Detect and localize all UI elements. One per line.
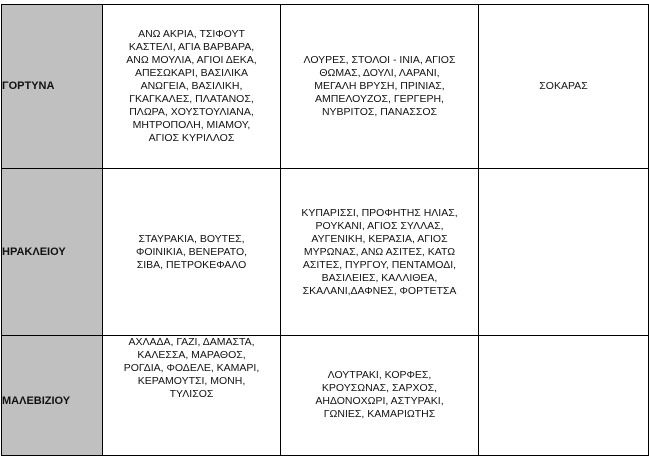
municipality-name: ΗΡΑΚΛΕΙΟΥ [2, 169, 103, 336]
village-line: ΛΟΥΡΕΣ, ΣΤΟΛΟΙ - ΙΝΙΑ, ΑΓΙΟΣ [303, 54, 456, 66]
villages-table [1, 4, 649, 456]
villages-cell [479, 5, 649, 169]
village-line: ΑΧΛΑΔΑ, ΓΑΖΙ, ΔΑΜΑΣΤΑ, [128, 336, 255, 348]
village-line: ΚΥΠΑΡΙΣΣΙ, ΠΡΟΦΗΤΗΣ ΗΛΙΑΣ, [301, 206, 458, 219]
villages-cell [479, 169, 649, 336]
villages-cell [281, 169, 479, 336]
village-line: ΑΜΠΕΛΟΥΖΟΣ, ΓΕΡΓΕΡΗ, [315, 93, 444, 105]
villages-cell [103, 336, 281, 456]
village-line: ΘΩΜΑΣ, ΔΟΥΛΙ, ΛΑΡΑΝΙ, [319, 67, 440, 79]
village-line: ΝΥΒΡΙΤΟΣ, ΠΑΝΑΣΣΟΣ [321, 106, 438, 118]
table-row [2, 336, 649, 456]
villages-cell [103, 169, 281, 336]
village-line: ΡΟΓΔΙΑ, ΦΟΔΕΛΕ, ΚΑΜΑΡΙ, [123, 362, 260, 374]
table-row [2, 169, 649, 336]
village-line: ΚΑΛΕΣΣΑ, ΜΑΡΑΘΟΣ, [137, 349, 246, 361]
village-line: ΡΟΥΚΑΝΙ, ΑΓΙΟΣ ΣΥΛΛΑΣ, [315, 219, 444, 232]
villages-cell [479, 336, 649, 456]
village-line: ΑΠΕΣΩΚΑΡΙ, ΒΑΣΙΛΙΚΑ [134, 67, 249, 79]
village-line: ΜΕΓΑΛΗ ΒΡΥΣΗ, ΠΡΙΝΙΑΣ, [314, 80, 445, 92]
village-line: ΠΛΩΡΑ, ΧΟΥΣΤΟΥΛΙΑΝΑ, [129, 106, 254, 118]
village-line: ΓΩΝΙΕΣ, ΚΑΜΑΡΙΩΤΗΣ [323, 408, 436, 420]
village-line: ΑΓΙΟΣ ΚΥΡΙΛΛΟΣ [148, 132, 235, 144]
village-line: ΚΑΣΤΕΛΙ, ΑΓΙΑ ΒΑΡΒΑΡΑ, [128, 41, 255, 53]
village-line: ΚΡΟΥΣΩΝΑΣ, ΣΑΡΧΟΣ, [321, 382, 438, 394]
village-line: ΣΙΒΑ, ΠΕΤΡΟΚΕΦΑΛΟ [136, 258, 247, 271]
village-line: ΑΝΩ ΜΟΥΛΙΑ, ΑΓΙΟΙ ΔΕΚΑ, [126, 54, 257, 66]
villages-cell [281, 336, 479, 456]
village-line: ΣΚΑΛΑΝΙ,ΔΑΦΝΕΣ, ΦΟΡΤΕΤΣΑ [302, 284, 457, 297]
villages-cell [103, 5, 281, 169]
village-line: ΣΤΑΥΡΑΚΙΑ, ΒΟΥΤΕΣ, [138, 232, 245, 245]
village-line: ΑΝΩ ΑΚΡΙΑ, ΤΣΙΦΟΥΤ [138, 28, 245, 40]
villages-cell [281, 5, 479, 169]
village-line: ΛΟΥΤΡΑΚΙ, ΚΟΡΦΕΣ, [327, 369, 432, 381]
table-row [2, 5, 649, 169]
village-line: ΦΟΙΝΙΚΙΑ, ΒΕΝΕΡΑΤΟ, [135, 245, 248, 258]
village-line: ΒΑΣΙΛΕΙΕΣ, ΚΑΛΛΙΘΕΑ, [321, 271, 438, 284]
village-line: ΑΣΙΤΕΣ, ΠΥΡΓΟΥ, ΠΕΝΤΑΜΟΔΙ, [302, 258, 457, 271]
village-line: ΤΥΛΙΣΟΣ [169, 388, 214, 400]
village-line: ΣΟΚΑΡΑΣ [539, 80, 588, 92]
village-line: ΑΗΔΟΝΟΧΩΡΙ, ΑΣΤΥΡΑΚΙ, [315, 395, 444, 407]
village-line: ΑΥΓΕΝΙΚΗ, ΚΕΡΑΣΙΑ, ΑΓΙΟΣ [311, 232, 448, 245]
municipality-name: ΓΟΡΤΥΝΑ [2, 5, 103, 169]
municipality-name: ΜΑΛΕΒΙΖΙΟΥ [2, 336, 103, 456]
village-line: ΓΚΑΓΚΑΛΕΣ, ΠΛΑΤΑΝΟΣ, [129, 93, 254, 105]
village-line: ΚΕΡΑΜΟΥΤΣΙ, ΜΟΝΗ, [137, 375, 246, 387]
village-line: ΜΥΡΩΝΑΣ, ΑΝΩ ΑΣΙΤΕΣ, ΚΑΤΩ [303, 245, 456, 258]
village-line: ΜΗΤΡΟΠΟΛΗ, ΜΙΑΜΟΥ, [132, 119, 251, 131]
village-line: ΑΝΩΓΕΙΑ, ΒΑΣΙΛΙΚΗ, [140, 80, 243, 92]
